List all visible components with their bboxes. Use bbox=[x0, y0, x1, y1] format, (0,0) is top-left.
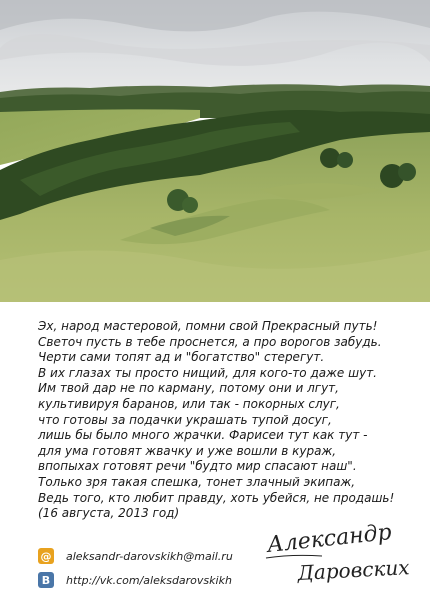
poem-line: что готовы за подачки украшать тупой досуг, bbox=[38, 412, 332, 427]
vk-link[interactable]: http://vk.com/aleksdarovskikh bbox=[66, 573, 232, 587]
poem-line: Ведь того, кто любит правду, хоть убейся, не продашь! bbox=[38, 490, 395, 505]
contacts bbox=[38, 545, 233, 593]
handwritten-signature bbox=[262, 524, 422, 590]
poem-line: Эх, народ мастеровой, помни свой Прекрасный путь! bbox=[38, 319, 378, 333]
svg-text:Александр: Александр bbox=[266, 524, 393, 558]
poem-line: Светоч пусть в тебе проснется, а про ворогов забудь. bbox=[38, 334, 382, 349]
svg-text:Даровских: Даровских bbox=[297, 555, 411, 585]
poem-line: лишь бы было много жрачки. Фарисеи тут как тут - bbox=[38, 428, 368, 443]
poem-text bbox=[38, 319, 398, 522]
poem-line: для ума готовят жвачку и уже вошли в кураж, bbox=[38, 443, 337, 458]
poem-line: Только зря такая спешка, тонет злачный экипаж, bbox=[38, 474, 356, 489]
poem-line: культивируя баранов, или так - покорных слуг, bbox=[38, 396, 340, 411]
at-sign-icon: @ bbox=[38, 548, 54, 564]
email-contact[interactable] bbox=[38, 545, 233, 567]
vk-contact[interactable] bbox=[38, 569, 233, 591]
vk-logo-icon: B bbox=[38, 572, 54, 588]
email-link[interactable]: aleksandr-darovskikh@mail.ru bbox=[66, 549, 233, 563]
poem-date: (16 августа, 2013 год) bbox=[38, 506, 180, 521]
poem-line: В их глазах ты просто нищий, для кого-то даже шут. bbox=[38, 365, 377, 380]
poem-line: впопыхах готовят речи "будто мир спасают наш". bbox=[38, 459, 357, 474]
poem-line: Черти сами топят ад и "богатство" стерегут. bbox=[38, 350, 325, 365]
poem-line: Им твой дар не по карману, потому они и лгут, bbox=[38, 381, 339, 396]
